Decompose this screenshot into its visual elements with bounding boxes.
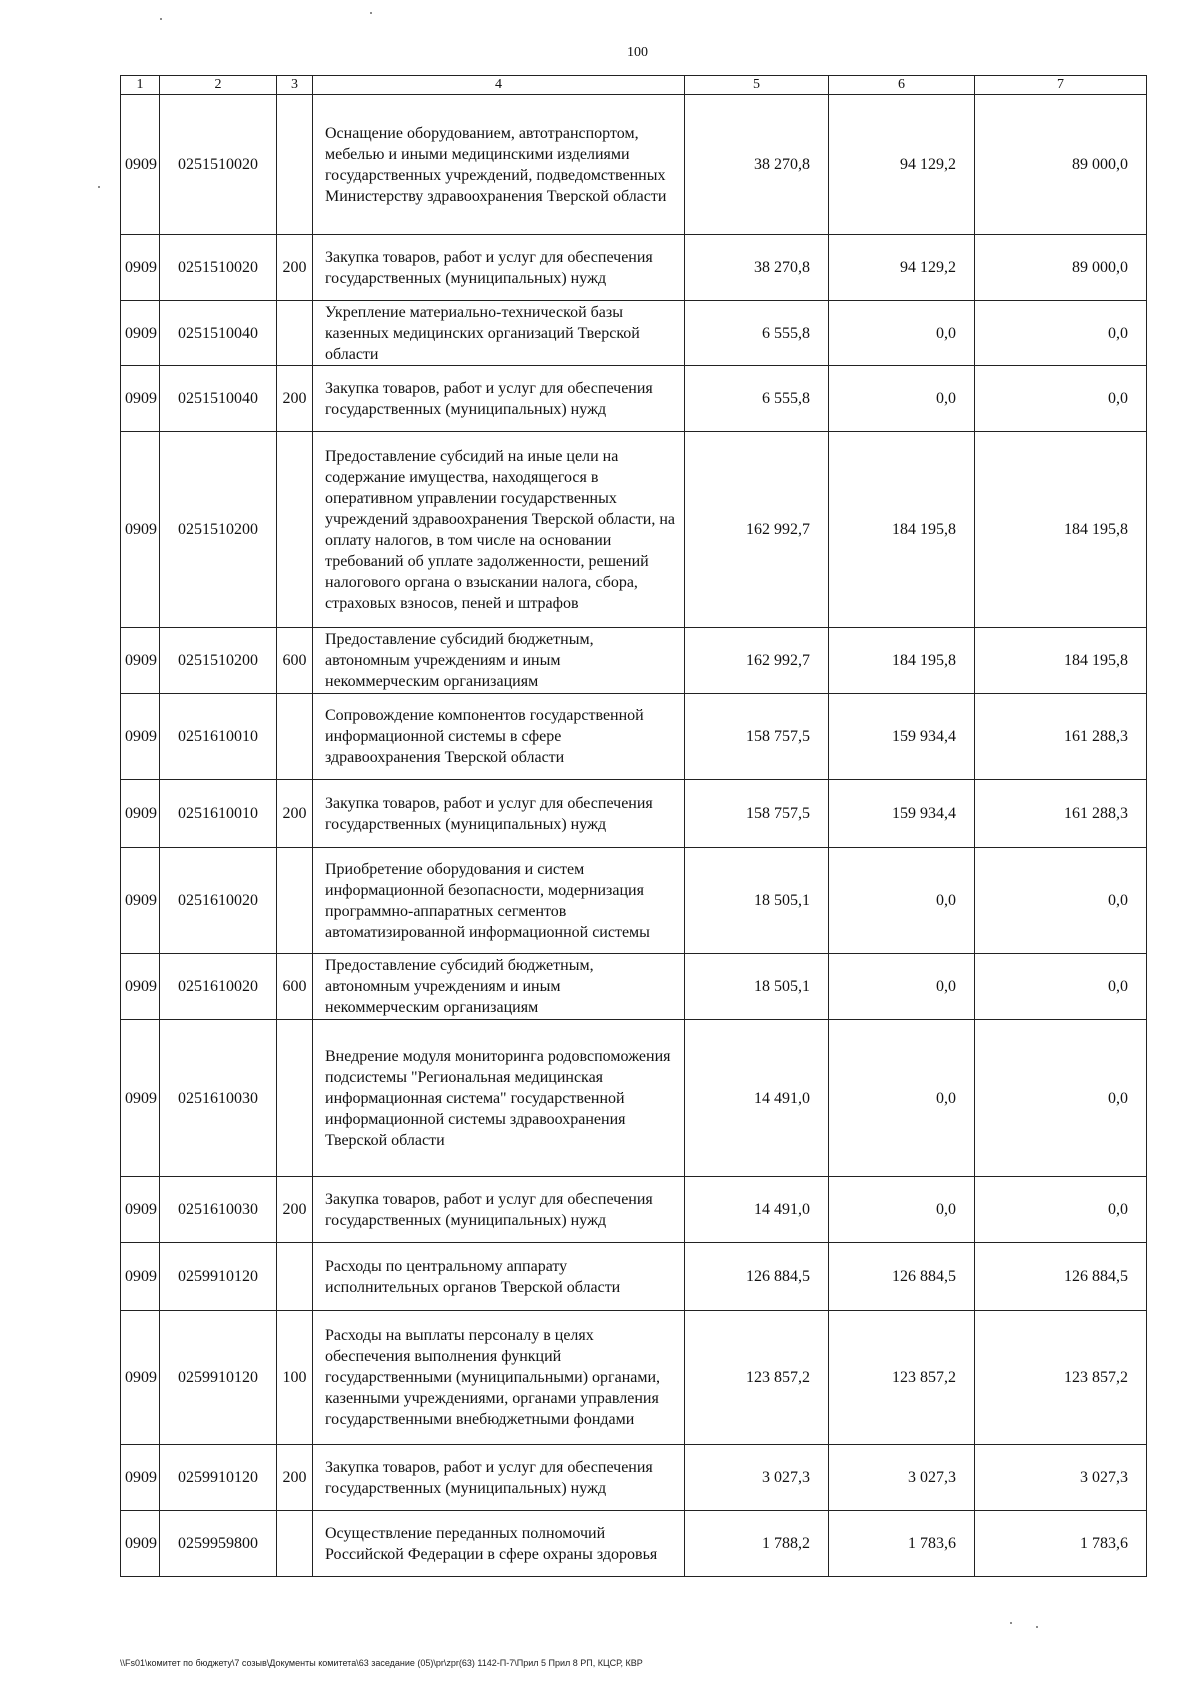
scan-speck [1010, 1622, 1012, 1624]
target-article-cell: 0251610010 [160, 694, 277, 780]
section-code-cell: 0909 [121, 628, 160, 694]
expense-type-cell: 100 [277, 1311, 313, 1445]
table-row [121, 1243, 1147, 1311]
amount-col7-cell: 3 027,3 [975, 1445, 1147, 1511]
amount-col6-cell: 1 783,6 [829, 1511, 975, 1577]
target-article-cell: 0259910120 [160, 1243, 277, 1311]
amount-col7-cell: 161 288,3 [975, 694, 1147, 780]
amount-col5-cell: 162 992,7 [685, 432, 829, 628]
amount-col6-cell: 159 934,4 [829, 694, 975, 780]
target-article-cell: 0251510040 [160, 301, 277, 366]
description-cell: Предоставление субсидий бюджетным, автономным учреждениям и иным некоммерческим организациям [313, 628, 685, 694]
target-article-cell: 0251610020 [160, 848, 277, 954]
description-cell: Оснащение оборудованием, автотранспортом, мебелью и иными медицинскими изделиями государственных учреждений, подведомственных Министерству здравоохранения Тверской области [313, 95, 685, 235]
amount-col6-cell: 0,0 [829, 301, 975, 366]
amount-col7-cell: 0,0 [975, 848, 1147, 954]
amount-col5-cell: 158 757,5 [685, 780, 829, 848]
amount-col7-cell: 0,0 [975, 1020, 1147, 1177]
column-number: 4 [313, 76, 685, 95]
expense-type-cell [277, 1020, 313, 1177]
amount-col5-cell: 38 270,8 [685, 235, 829, 301]
table-row [121, 694, 1147, 780]
section-code-cell: 0909 [121, 1020, 160, 1177]
target-article-cell: 0251610010 [160, 780, 277, 848]
description-cell: Закупка товаров, работ и услуг для обеспечения государственных (муниципальных) нужд [313, 366, 685, 432]
amount-col7-cell: 0,0 [975, 1177, 1147, 1243]
amount-col6-cell: 184 195,8 [829, 432, 975, 628]
amount-col5-cell: 1 788,2 [685, 1511, 829, 1577]
section-code-cell: 0909 [121, 1243, 160, 1311]
amount-col6-cell: 0,0 [829, 954, 975, 1020]
expense-type-cell [277, 694, 313, 780]
expense-type-cell [277, 95, 313, 235]
amount-col7-cell: 123 857,2 [975, 1311, 1147, 1445]
amount-col6-cell: 94 129,2 [829, 95, 975, 235]
scan-speck [1036, 1626, 1038, 1628]
column-number-row [121, 76, 1147, 95]
budget-table [120, 75, 1147, 1577]
amount-col7-cell: 184 195,8 [975, 432, 1147, 628]
section-code-cell: 0909 [121, 95, 160, 235]
description-cell: Расходы на выплаты персоналу в целях обеспечения выполнения функций государственными (муниципальными) органами, казенными учреждениями, органами управления государственными внебюджетными фондами [313, 1311, 685, 1445]
target-article-cell: 0251510020 [160, 95, 277, 235]
amount-col6-cell: 123 857,2 [829, 1311, 975, 1445]
amount-col5-cell: 162 992,7 [685, 628, 829, 694]
amount-col7-cell: 89 000,0 [975, 235, 1147, 301]
expense-type-cell [277, 848, 313, 954]
target-article-cell: 0251510200 [160, 432, 277, 628]
amount-col6-cell: 126 884,5 [829, 1243, 975, 1311]
section-code-cell: 0909 [121, 432, 160, 628]
description-cell: Сопровождение компонентов государственной информационной системы в сфере здравоохранения Тверской области [313, 694, 685, 780]
target-article-cell: 0251510040 [160, 366, 277, 432]
expense-type-cell [277, 1511, 313, 1577]
table-row [121, 366, 1147, 432]
section-code-cell: 0909 [121, 780, 160, 848]
description-cell: Приобретение оборудования и систем информационной безопасности, модернизация программно-аппаратных сегментов автоматизированной информационной системы [313, 848, 685, 954]
target-article-cell: 0251510200 [160, 628, 277, 694]
column-number: 1 [121, 76, 160, 95]
amount-col6-cell: 94 129,2 [829, 235, 975, 301]
amount-col7-cell: 89 000,0 [975, 95, 1147, 235]
expense-type-cell: 600 [277, 628, 313, 694]
table-row [121, 1020, 1147, 1177]
target-article-cell: 0259959800 [160, 1511, 277, 1577]
table-row [121, 432, 1147, 628]
amount-col7-cell: 0,0 [975, 301, 1147, 366]
expense-type-cell: 200 [277, 235, 313, 301]
table-row [121, 628, 1147, 694]
expense-type-cell [277, 1243, 313, 1311]
section-code-cell: 0909 [121, 1311, 160, 1445]
expense-type-cell: 200 [277, 780, 313, 848]
table-row [121, 1511, 1147, 1577]
column-number: 5 [685, 76, 829, 95]
table-row [121, 780, 1147, 848]
amount-col7-cell: 0,0 [975, 366, 1147, 432]
amount-col5-cell: 126 884,5 [685, 1243, 829, 1311]
amount-col5-cell: 158 757,5 [685, 694, 829, 780]
expense-type-cell: 200 [277, 1445, 313, 1511]
expense-type-cell: 200 [277, 1177, 313, 1243]
target-article-cell: 0259910120 [160, 1445, 277, 1511]
section-code-cell: 0909 [121, 366, 160, 432]
section-code-cell: 0909 [121, 848, 160, 954]
section-code-cell: 0909 [121, 954, 160, 1020]
expense-type-cell: 200 [277, 366, 313, 432]
amount-col5-cell: 14 491,0 [685, 1020, 829, 1177]
section-code-cell: 0909 [121, 235, 160, 301]
expense-type-cell [277, 432, 313, 628]
description-cell: Осуществление переданных полномочий Российской Федерации в сфере охраны здоровья [313, 1511, 685, 1577]
description-cell: Закупка товаров, работ и услуг для обеспечения государственных (муниципальных) нужд [313, 235, 685, 301]
table-row [121, 1445, 1147, 1511]
amount-col6-cell: 159 934,4 [829, 780, 975, 848]
section-code-cell: 0909 [121, 694, 160, 780]
section-code-cell: 0909 [121, 1177, 160, 1243]
amount-col5-cell: 6 555,8 [685, 366, 829, 432]
description-cell: Закупка товаров, работ и услуг для обеспечения государственных (муниципальных) нужд [313, 780, 685, 848]
target-article-cell: 0251610030 [160, 1020, 277, 1177]
target-article-cell: 0251610020 [160, 954, 277, 1020]
amount-col6-cell: 0,0 [829, 1020, 975, 1177]
table-row [121, 1311, 1147, 1445]
table-row [121, 1177, 1147, 1243]
expense-type-cell [277, 301, 313, 366]
amount-col5-cell: 123 857,2 [685, 1311, 829, 1445]
section-code-cell: 0909 [121, 1445, 160, 1511]
description-cell: Предоставление субсидий бюджетным, автономным учреждениям и иным некоммерческим организациям [313, 954, 685, 1020]
expense-type-cell: 600 [277, 954, 313, 1020]
column-number: 6 [829, 76, 975, 95]
scan-speck [160, 18, 162, 20]
description-cell: Закупка товаров, работ и услуг для обеспечения государственных (муниципальных) нужд [313, 1177, 685, 1243]
amount-col5-cell: 18 505,1 [685, 954, 829, 1020]
amount-col7-cell: 161 288,3 [975, 780, 1147, 848]
page-number: 100 [627, 45, 648, 60]
section-code-cell: 0909 [121, 1511, 160, 1577]
amount-col5-cell: 18 505,1 [685, 848, 829, 954]
table-row [121, 848, 1147, 954]
description-cell: Внедрение модуля мониторинга родовспоможения подсистемы "Региональная медицинская информационная система" государственной информационной системы здравоохранения Тверской области [313, 1020, 685, 1177]
table-row [121, 301, 1147, 366]
amount-col6-cell: 184 195,8 [829, 628, 975, 694]
footer-file-path: \\Fs01\комитет по бюджету\7 созыв\Документы комитета\63 заседание (05)\pr\zpr(63) 1142-П-7\Прил 5 Прил 8 РП, КЦСР, КВР [120, 1658, 643, 1668]
table-row [121, 954, 1147, 1020]
scan-speck [370, 12, 372, 14]
scan-speck [98, 186, 100, 188]
amount-col6-cell: 0,0 [829, 1177, 975, 1243]
amount-col5-cell: 6 555,8 [685, 301, 829, 366]
target-article-cell: 0259910120 [160, 1311, 277, 1445]
amount-col7-cell: 0,0 [975, 954, 1147, 1020]
table-row [121, 95, 1147, 235]
amount-col6-cell: 0,0 [829, 848, 975, 954]
description-cell: Предоставление субсидий на иные цели на содержание имущества, находящегося в оперативном управлении государственных учреждений здравоохранения Тверской области, на оплату налогов, в том числе на основании требований об уплате задолженности, решений налогового органа о взыскании налога, сбора, страховых взносов, пеней и штрафов [313, 432, 685, 628]
amount-col6-cell: 3 027,3 [829, 1445, 975, 1511]
amount-col5-cell: 14 491,0 [685, 1177, 829, 1243]
column-number: 7 [975, 76, 1147, 95]
target-article-cell: 0251610030 [160, 1177, 277, 1243]
section-code-cell: 0909 [121, 301, 160, 366]
amount-col6-cell: 0,0 [829, 366, 975, 432]
description-cell: Закупка товаров, работ и услуг для обеспечения государственных (муниципальных) нужд [313, 1445, 685, 1511]
amount-col5-cell: 3 027,3 [685, 1445, 829, 1511]
column-number: 2 [160, 76, 277, 95]
description-cell: Расходы по центральному аппарату исполнительных органов Тверской области [313, 1243, 685, 1311]
amount-col5-cell: 38 270,8 [685, 95, 829, 235]
target-article-cell: 0251510020 [160, 235, 277, 301]
table-row [121, 235, 1147, 301]
column-number: 3 [277, 76, 313, 95]
amount-col7-cell: 1 783,6 [975, 1511, 1147, 1577]
description-cell: Укрепление материально-технической базы казенных медицинских организаций Тверской области [313, 301, 685, 366]
amount-col7-cell: 184 195,8 [975, 628, 1147, 694]
amount-col7-cell: 126 884,5 [975, 1243, 1147, 1311]
